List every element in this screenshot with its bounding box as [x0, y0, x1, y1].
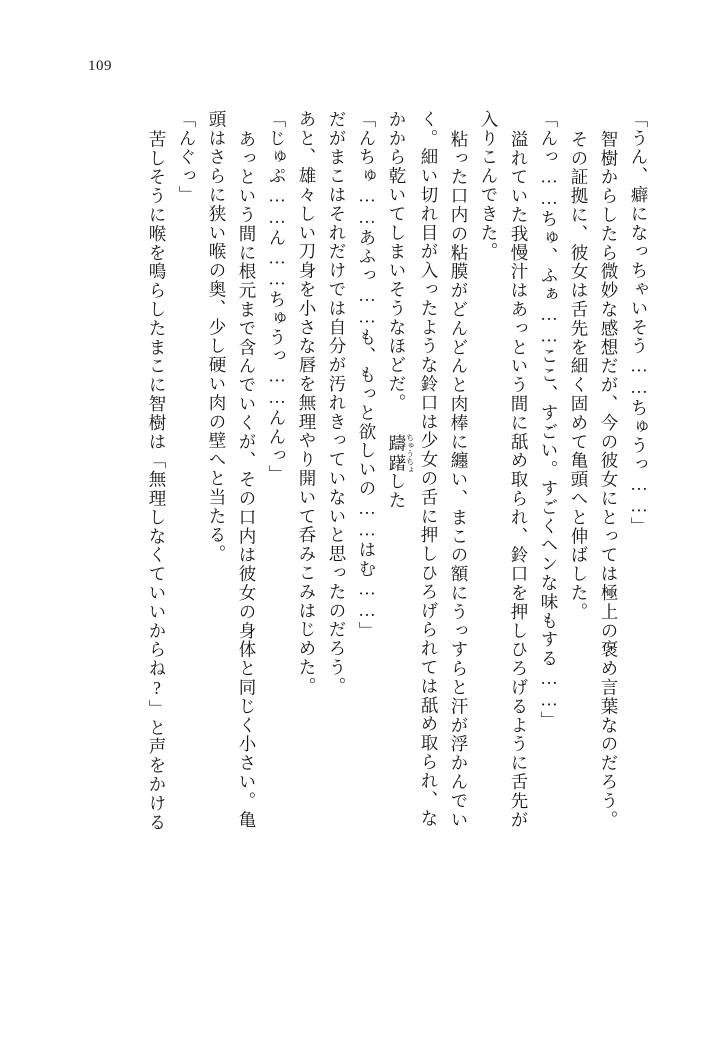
text-column: あと、雄々しい刀身を小さな唇を無理やり開いて呑みこみはじめた。: [297, 110, 317, 696]
text-column: 頭はさらに狭い喉の奥、少し硬い肉の壁へと当たる。: [207, 110, 227, 564]
ruby-reading: ちゅうちょ: [405, 433, 415, 474]
text-column: その証拠に、彼女は舌先を細く固めて亀頭へと伸ばした。: [569, 130, 589, 622]
text-column: 智樹からしたら微妙な感想だが、今の彼女にとっては極上の褒め言葉なのだろう。: [599, 130, 619, 830]
text-column: 「うん、癖になっちゃいそう……ちゅうっ……」: [629, 110, 649, 536]
text-column: あっという間に根元まで含んでいくが、その口内は彼女の身体と同じく小さい。亀: [237, 130, 257, 830]
ruby-annotated-text: 躊躇ちゅうちょした: [387, 433, 415, 511]
text-column: [382, 110, 414, 990]
text-column: 「じゅぷ……ん……ちゅうっ……んんっ」: [267, 110, 287, 485]
text-column: 「んぐっ」: [177, 110, 197, 205]
vertical-text-body: [58, 110, 654, 990]
ruby-chuucho: 躊躇ちゅうちょ: [387, 433, 415, 474]
text-column: だがまこはそれだけでは自分が汚れきっていないと思ったのだろう。: [327, 110, 347, 696]
text-column-segment: かから乾いてしまいそうなほどだ。: [387, 110, 407, 413]
text-column: 「んちゅ……あふっ……も、もっと欲しいの……はむ……」: [357, 110, 377, 641]
text-column: 粘った口内の粘膜がどんどんと肉棒に纏い、まこの額にうっすらと汗が浮かんでい: [449, 130, 469, 830]
text-column: 溢れていた我慢汁はあっという間に舐め取られ、鈴口を押しひろげるように舌先が: [509, 130, 529, 830]
text-column: 入りこんできた。: [479, 110, 499, 262]
page-number: 109: [88, 58, 112, 74]
text-column: 苦しそうに喉を鳴らしたまこに智樹は「無理しなくていいからね?」と声をかける: [147, 130, 167, 832]
text-column: く。細い切れ目が入ったような鈴口は少女の舌に押しひろげられては舐め取られ、な: [419, 110, 439, 829]
text-column: 「んっ……ちゅ、ふぁ……ここ、すごい。すごくヘンな味もする……」: [539, 110, 559, 730]
